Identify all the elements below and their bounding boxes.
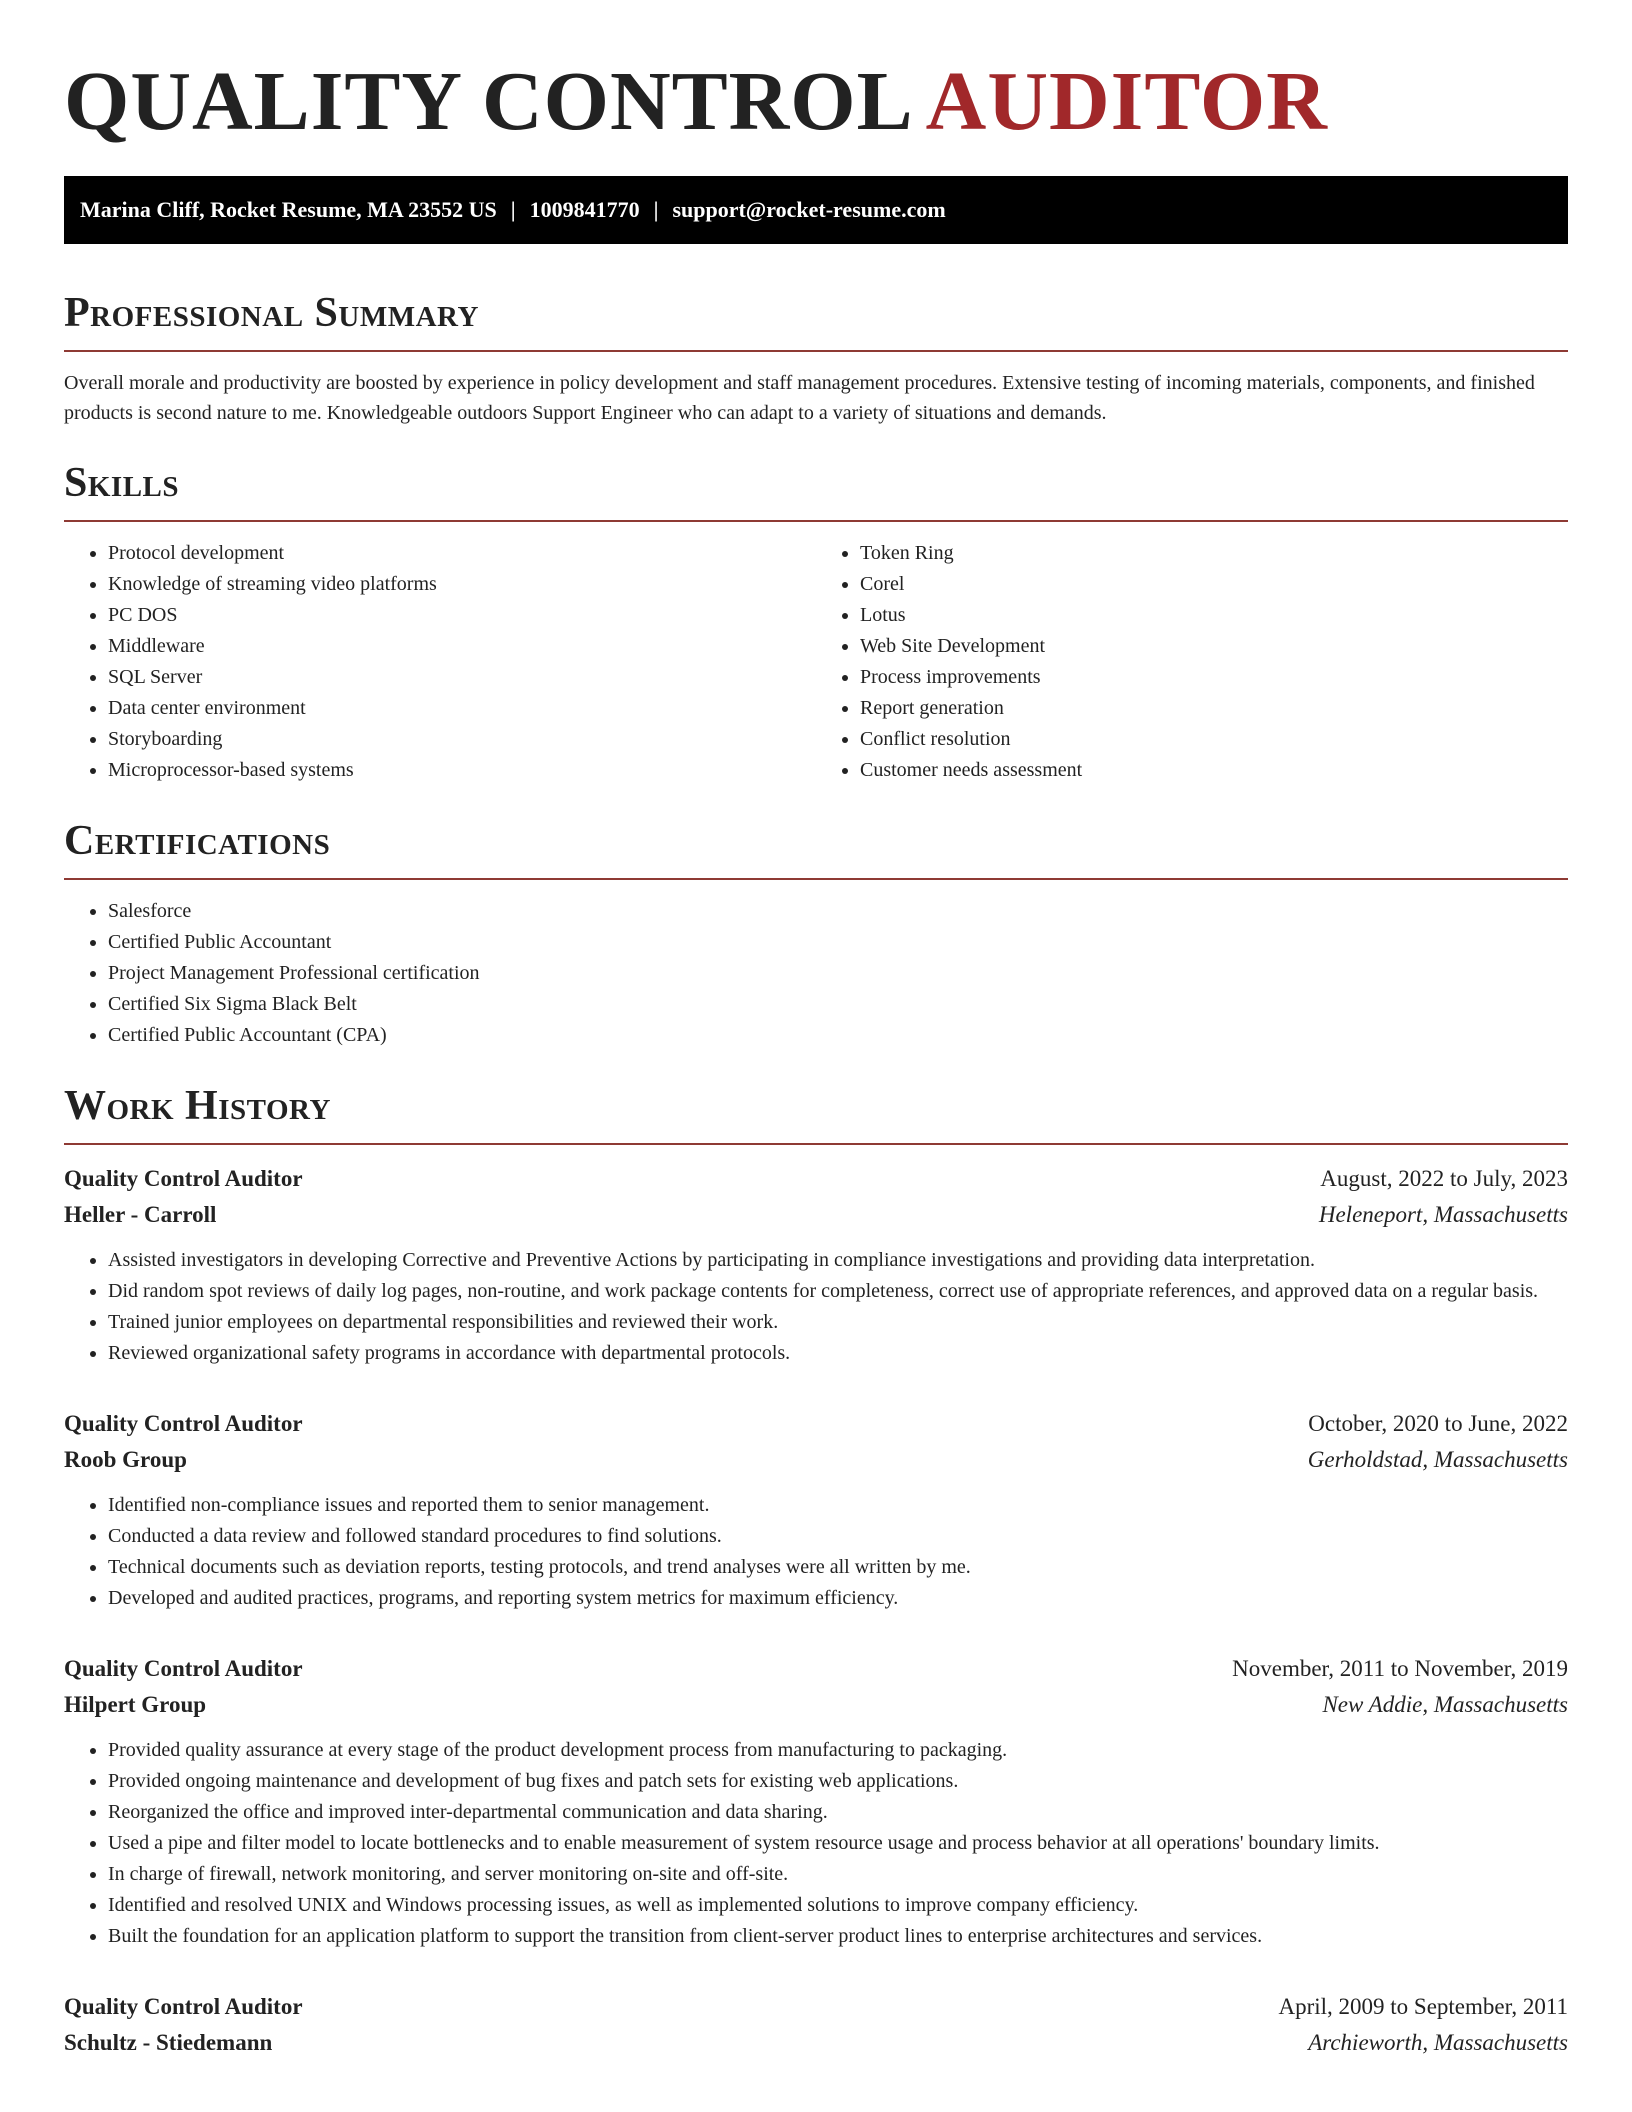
job-duty-item: • Developed and audited practices, programs, and reporting system metrics for maximum efficiency.: [108, 1583, 1568, 1614]
certifications-section: [64, 816, 1568, 1051]
job-location: Heleneport, Massachusetts: [1318, 1202, 1568, 1227]
job-duty-item: • Reviewed organizational safety programs in accordance with departmental protocols.: [108, 1338, 1568, 1369]
job-company: Schultz - Stiedemann: [64, 2030, 273, 2055]
title-job-part: QUALITY CONTROL: [64, 55, 914, 148]
job-subheader-row: [64, 2025, 1568, 2061]
job-header-row: [64, 1651, 1568, 1687]
job-duties-list: [64, 1245, 1568, 1369]
section-heading-skills: Skills: [64, 460, 180, 506]
job-duty-item: • Provided ongoing maintenance and development of bug fixes and patch sets for existing web applications.: [108, 1766, 1568, 1797]
job-duty-item: • Conducted a data review and followed standard procedures to find solutions.: [108, 1521, 1568, 1552]
job-entry: [64, 1406, 1568, 1614]
certification-item: • Project Management Professional certification: [108, 958, 1568, 989]
contact-separator: |: [510, 197, 516, 222]
job-duty-item: • Technical documents such as deviation reports, testing protocols, and trend analyses were all written by me.: [108, 1552, 1568, 1583]
job-duties-list: [64, 1490, 1568, 1614]
skill-item: • Token Ring: [860, 538, 1568, 569]
section-divider: [64, 350, 1568, 352]
job-entry: [64, 1161, 1568, 1369]
job-duty-item: • Used a pipe and filter model to locate bottlenecks and to enable measurement of system resource usage and process behavior at all operations' boundary limits.: [108, 1828, 1568, 1859]
section-heading-summary: Professional Summary: [64, 290, 479, 336]
skill-item: • Conflict resolution: [860, 724, 1568, 755]
job-dates: October, 2020 to June, 2022: [1308, 1411, 1568, 1436]
skills-section: [64, 458, 1568, 786]
job-dates: August, 2022 to July, 2023: [1320, 1166, 1568, 1191]
contact-address: Marina Cliff, Rocket Resume, MA 23552 US: [80, 197, 497, 222]
certification-item: • Certified Six Sigma Black Belt: [108, 989, 1568, 1020]
skill-item: • Microprocessor-based systems: [108, 755, 816, 786]
title-accent-part: AUDITOR: [925, 55, 1328, 148]
job-location: Gerholdstad, Massachusetts: [1307, 1447, 1568, 1472]
skill-item: • Protocol development: [108, 538, 816, 569]
skill-item: • Data center environment: [108, 693, 816, 724]
job-entry: [64, 1651, 1568, 1952]
job-subheader-row: [64, 1197, 1568, 1233]
work-history-section: [64, 1081, 1568, 2061]
job-duty-item: • Identified and resolved UNIX and Windows processing issues, as well as implemented solutions to improve company efficiency.: [108, 1890, 1568, 1921]
skill-item: • Web Site Development: [860, 631, 1568, 662]
job-duty-item: • Did random spot reviews of daily log pages, non-routine, and work package contents for completeness, correct use of appropriate references, and approved data on a regular basis.: [108, 1276, 1568, 1307]
skills-list-left: [64, 538, 816, 786]
job-header-row: [64, 1161, 1568, 1197]
skill-item: • SQL Server: [108, 662, 816, 693]
job-location: Archieworth, Massachusetts: [1308, 2030, 1568, 2055]
job-header-row: [64, 1406, 1568, 1442]
summary-section: [64, 288, 1568, 428]
skill-item: • Lotus: [860, 600, 1568, 631]
certification-item: • Certified Public Accountant (CPA): [108, 1020, 1568, 1051]
skill-item: • Customer needs assessment: [860, 755, 1568, 786]
section-heading-work-history: Work History: [64, 1083, 331, 1129]
section-divider: [64, 1143, 1568, 1145]
job-subheader-row: [64, 1687, 1568, 1723]
skill-item: • PC DOS: [108, 600, 816, 631]
job-duty-item: • Built the foundation for an application platform to support the transition from client-server product lines to enterprise architectures and services.: [108, 1921, 1568, 1952]
contact-separator: |: [653, 197, 659, 222]
job-duty-item: • Assisted investigators in developing Corrective and Preventive Actions by participating in compliance investigations and providing data interpretation.: [108, 1245, 1568, 1276]
job-title: Quality Control Auditor: [64, 1166, 303, 1191]
skills-grid: [64, 538, 1568, 786]
certification-item: • Salesforce: [108, 896, 1568, 927]
contact-bar: [64, 176, 1568, 244]
skill-item: • Corel: [860, 569, 1568, 600]
skill-item: • Process improvements: [860, 662, 1568, 693]
skill-item: • Report generation: [860, 693, 1568, 724]
section-heading-certifications: Certifications: [64, 818, 331, 864]
job-location: New Addie, Massachusetts: [1322, 1692, 1568, 1717]
skill-item: • Middleware: [108, 631, 816, 662]
job-header-row: [64, 1989, 1568, 2025]
job-dates: April, 2009 to September, 2011: [1278, 1994, 1568, 2019]
certifications-list: [64, 896, 1568, 1051]
job-dates: November, 2011 to November, 2019: [1232, 1656, 1568, 1681]
job-duty-item: • Trained junior employees on departmental responsibilities and reviewed their work.: [108, 1307, 1568, 1338]
certification-item: • Certified Public Accountant: [108, 927, 1568, 958]
summary-text: Overall morale and productivity are boosted by experience in policy development and staff management procedures. Extensive testing of incoming materials, components, and finished products is second nature to me. Knowledgeable outdoors Support Engineer who can adapt to a variety of situations and demands.: [64, 372, 1535, 424]
skills-list-right: [816, 538, 1568, 786]
skill-item: • Storyboarding: [108, 724, 816, 755]
section-divider: [64, 878, 1568, 880]
job-title: Quality Control Auditor: [64, 1411, 303, 1436]
contact-email: support@rocket-resume.com: [672, 197, 946, 222]
job-company: Heller - Carroll: [64, 1202, 217, 1227]
resume-title: [64, 0, 1568, 176]
job-title: Quality Control Auditor: [64, 1994, 303, 2019]
section-divider: [64, 520, 1568, 522]
skill-item: • Knowledge of streaming video platforms: [108, 569, 816, 600]
job-company: Roob Group: [64, 1447, 187, 1472]
job-duty-item: • Identified non-compliance issues and reported them to senior management.: [108, 1490, 1568, 1521]
job-subheader-row: [64, 1442, 1568, 1478]
job-duty-item: • Provided quality assurance at every stage of the product development process from manufacturing to packaging.: [108, 1735, 1568, 1766]
job-duties-list: [64, 1735, 1568, 1952]
job-title: Quality Control Auditor: [64, 1656, 303, 1681]
job-duty-item: • Reorganized the office and improved inter-departmental communication and data sharing.: [108, 1797, 1568, 1828]
job-duty-item: • In charge of firewall, network monitoring, and server monitoring on-site and off-site.: [108, 1859, 1568, 1890]
contact-phone: 1009841770: [529, 197, 640, 222]
job-company: Hilpert Group: [64, 1692, 207, 1717]
job-entry: [64, 1989, 1568, 2061]
